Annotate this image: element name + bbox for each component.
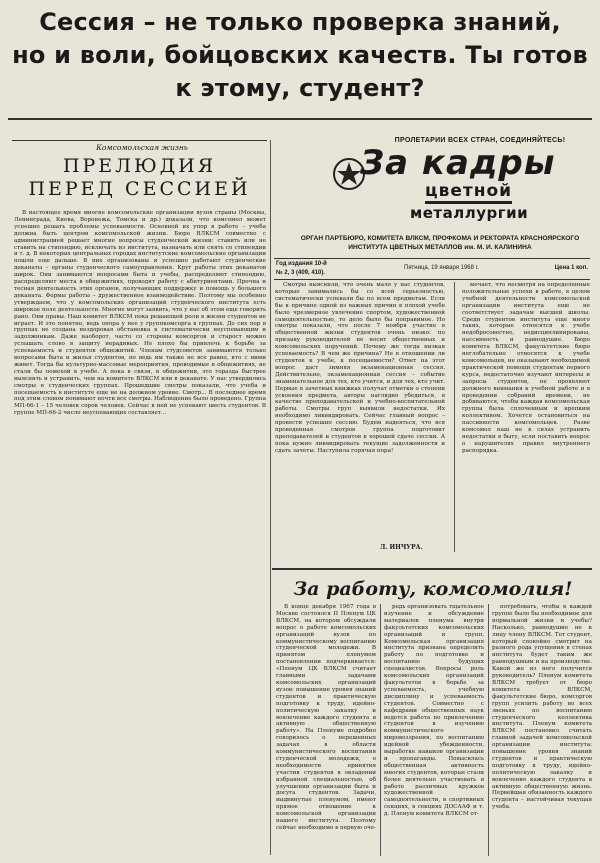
- masthead-motto: ПРОЛЕТАРИИ ВСЕХ СТРАН, СОЕДИНЯЙТЕСЬ!: [394, 137, 566, 144]
- work-column-2-body: редь организовать тщательное изучение и обсуждение материалов пленума внутри факультетских комсомольских организаций и групп. Комсомольская организация института призвана определить работу по подготовке и воспитанию будущих специалистов. Вопросы роль комсомольских организаций факультетов в борьбе за успеваемость, учебную дисциплину и успеваемость студентов. Совместно с кафедрами общественных наук ведется работа по привлечению студентов к изучению коммунистического мировоззрения, по воспитанию идейной убежденности, выработке навыков организации и пропаганды. Повысилась общественная активность многих студентов, которые стали более деятельно участвовать в работе различных кружков художественной самодеятельности, в спортивных секциях, в секциях ДОСААФ и т. д. Пленум комитета ВЛКСМ от-: [384, 604, 484, 818]
- work-divider-1: [380, 604, 381, 856]
- masthead-subtitle-2: металлургии: [410, 204, 529, 222]
- work-column-1: [276, 604, 376, 859]
- prelude-title-line-2: ПЕРЕД СЕССИЕЙ: [28, 178, 251, 200]
- issue-info-bar: [274, 258, 590, 280]
- issue-year-block: [276, 260, 336, 278]
- prelude-article-text: [14, 210, 266, 854]
- prelude-title: [12, 155, 267, 201]
- work-divider-2: [488, 604, 489, 856]
- column-divider-right: [454, 282, 455, 552]
- work-column-3: [492, 604, 592, 859]
- prelude-rubric: Комсомольская жизнь: [96, 143, 188, 152]
- prelude-title-line-1: ПРЕЛЮДИЯ: [62, 155, 217, 177]
- masthead-organ: ОРГАН ПАРТБЮРО, КОМИТЕТА ВЛКСМ, ПРОФКОМА И РЕКТОРАТА КРАСНОЯРСКОГО ИНСТИТУТА ЦВЕТНЫХ МЕТАЛЛОВ им. М. И. КАЛИНИНА: [300, 235, 580, 251]
- issue-price: Цена 1 коп.: [554, 265, 588, 271]
- mid-column-text: [275, 282, 445, 500]
- masthead-title: За кадры: [360, 143, 556, 183]
- right-column-body: мечает, что несмотря на определенные положительные успехи в работе, в целом учебной деятельности комсомольской организации института еще не соответствует задачам высшей школы. Среди студентов института еще много таких, которые относятся к учебе недобросовестно, недисциплинированы, пассивность и равнодушие. Бюро комитета ВЛКСМ, факультетские бюро неглобательно относятся к учебе комсомольцев, не оказывают необходимой практической помощи студентам первого курса, недостаточно изучают интересы и запросы студентов, не проявляют должного внимания к учебной работе и в проведении собраний времени, не добиваются, чтобы каждая комсомольская группа была сплоченным и крепким коллективом. Хочется остановиться на пассивности комсомольцев. Разве комсомол наш не в силах устранить недостатки в быту, если поставить вопрос о нарушителях правил внутреннего распорядка.: [462, 282, 590, 454]
- work-column-3-body: потребовать, чтобы в каждой группе было бы необходимое для нормальной жизни и учебы? Насколько, равнодушие не к лицу члену ВЛКСМ. Тот студент, который спокойно смотрит на разного рода упущения в стенах института будет таким же равнодушным и на производстве. Какой же из него получится руководитель? Пленум комитета ВЛКСМ требует от бюро комитета ВЛКСМ, факультетские бюро, комсоргов групп усилить работу во всех звеньях по воспитанию студенческого коллектива института. Пленум комитета ВЛКСМ постановил считать главной задачей комсомольской организации института: повышение уровня знаний студентов и практическую подготовку к труду, идейно-политическую закалку и вовлечение каждого студента в активную общественную жизнь. Первейшая обязанность каждого студента – настойчивая текущая учеба.: [492, 604, 592, 811]
- masthead: [330, 143, 592, 231]
- right-column-text: [462, 282, 590, 554]
- headline-line-2: но и воли, бойцовских качеств. Ты готов: [12, 41, 588, 69]
- issue-year: Год издания 10-й: [276, 261, 327, 267]
- work-section-divider: [272, 568, 592, 570]
- headline-divider: [8, 118, 592, 120]
- headline-line-3: к этому, студент?: [175, 74, 425, 102]
- work-article-title: За работу, комсомолия!: [293, 578, 573, 600]
- headline-line-1: Сессия – не только проверка знаний,: [39, 8, 561, 36]
- issue-date: Пятница, 19 января 1968 г.: [404, 265, 479, 271]
- prelude-body: В настоящее время многие комсомольские организации вузов страны (Москвы, Ленинграда, Киева, Воронежа, Томска и др.) доказали, что комсомол может успешно решать проблемы успеваемости. Основной их упор в работе – учеба должна быть центром комсомольской жизни. Бюро ВЛКСМ совместно с администрацией решает многие вопросы студенческой жизни: ставить или не ставить на стипендию, исключать из института, назначать или снять со стипендии и т. д. В некоторых центральных городах институтские комсомольские организации пошли еще дальше. В них организованы и успешно работают студенческие деканаты – органы студенческого самоуправления. Круг работы этих деканатов широк. Они занимаются вопросами быта и учебы, распределяют стипендию, распределяют места в общежитиях, проводят работу с абитуриентами. Прочна и тесная деятельность этих органов, получающих поддержку и помощь у большого деканата. Формы работы – дружественное взаимодействие. Поэтому мы особенно утверждаем, что у комсомольских организаций студенческого института есть широкое поле деятельности. Многие могут заявить, что у нас об этом еще говорить рано. Они правы. Наш комитет ВЛКСМ пока решающей роли в жизни студентов не играет. И это понятно, ведь опора у нее у группкомсорга в группах. До сих пор в группах не создана нездоровая обстановка к систематически неуспевающим и задолжникам. Даже наоборот, часто со стороны комсоргов и старост можно услышать слово в защиту нерадивых. Не плохо бы привлечь к борьбе за успеваемость и студентов общежитий. Членам студсоветов занимаются только вопросами быта и жилья студентов, но ведь им также не все равно, кто с ними живет. Тогда бы культурно-массовые мероприятия, проводимые в общежитиях, не стали бы помехой в учебе. А пока в связи, в общежитии, это горазда быстрее выяснить и устранить, чем на комитете ВЛКСМ или в деканате. У нас утвердились смотры в студенческих группах. Прошедшие смотры показали, что учеба и посещаемость в институте еще не на должном уровне. Смотр... В последнее время под этим словом понимают почти все смотры. Наблюдение было проведено. Группа МП-66-1 – 15 человек сорок человек. Сейчас в ней не успевают шесть студентов. В группе МП-66-2 число неуспевающих составляет...: [14, 210, 266, 417]
- work-column-2: [384, 604, 484, 859]
- work-column-1-body: В конце декабря 1967 года в Москве состоялся II Пленум ЦК ВЛКСМ, на котором обсуждали вопрос о работе комсомольских организаций вузов по коммунистическому воспитанию студенческой молодежи. В принятом пленумом постановлении подчеркивается: «Пленум ЦК ВЛКСМ считает главными задачами комсомольских организаций вузов: повышение уровня знаний студентов и практическую подготовку к труду, идейно-политическую закалку и вовлечение каждого студента в активную общественную работу». На Пленуме подробно говорилось о нерешенных задачах в области коммунистического воспитания студенческой молодежи, о необходимости принятия участия студентов в овладении избранной специальностью, об улучшении организации быта и досуга студентов. Задачи, выдвинутые пленумом, имеют прямое отношение к комсомольской организации нашего института. Поэтому сейчас необходимо в первую оче-: [276, 604, 376, 831]
- front-headline: [10, 6, 590, 105]
- masthead-subtitle-1: цветной: [425, 181, 512, 204]
- article-signature: Л. ИНЧУРА.: [380, 544, 423, 551]
- column-divider-left: [270, 140, 271, 855]
- issue-number: № 2, 3 (409, 410).: [276, 270, 326, 276]
- mid-column-body: Смотры выяснили, что очень мало у нас студентов, которые занимались бы со всей серьезностью, систематически успевали бы по всем предметам. Если бы к причине одной из важных причин в плохой учебе было чрезмерное увлечение спортом, художественной самодеятельностью, то дело было бы поправимое. Но смотры показали, что после 7 ноября участие в общественной жизни студентов очень низко: по призыву руководителей не носит общественных и комсомольских поручений. Почему же тогда низкая успеваемость? В чем же причина? Не в отношении ли студентов к учебе, к посещаемости? Ответ на этот вопрос даст зимняя экзаменационная сессия. Действительно, экзаменационная сессия – событие знаменательное для тех, кто учится, и для тех, кто учит. Первые в зачетных книжках получат отметки о степени усвоения предмета, авторы наглядно убедиться, в качестве преподавательской и учебно-воспитательной работы. Смотры груп выявили недостатки. Их необходимо ликвидировать. Сейчас главный вопрос – провести успешно сессию. Будем надеяться, что вся проведенная смотров группа подготовит преподавателей и студентов к хорошей сдаче сессии. А пока нужно ликвидировать текущие задолженности и сдать зачеты. Наступила горячая пора!: [275, 282, 445, 454]
